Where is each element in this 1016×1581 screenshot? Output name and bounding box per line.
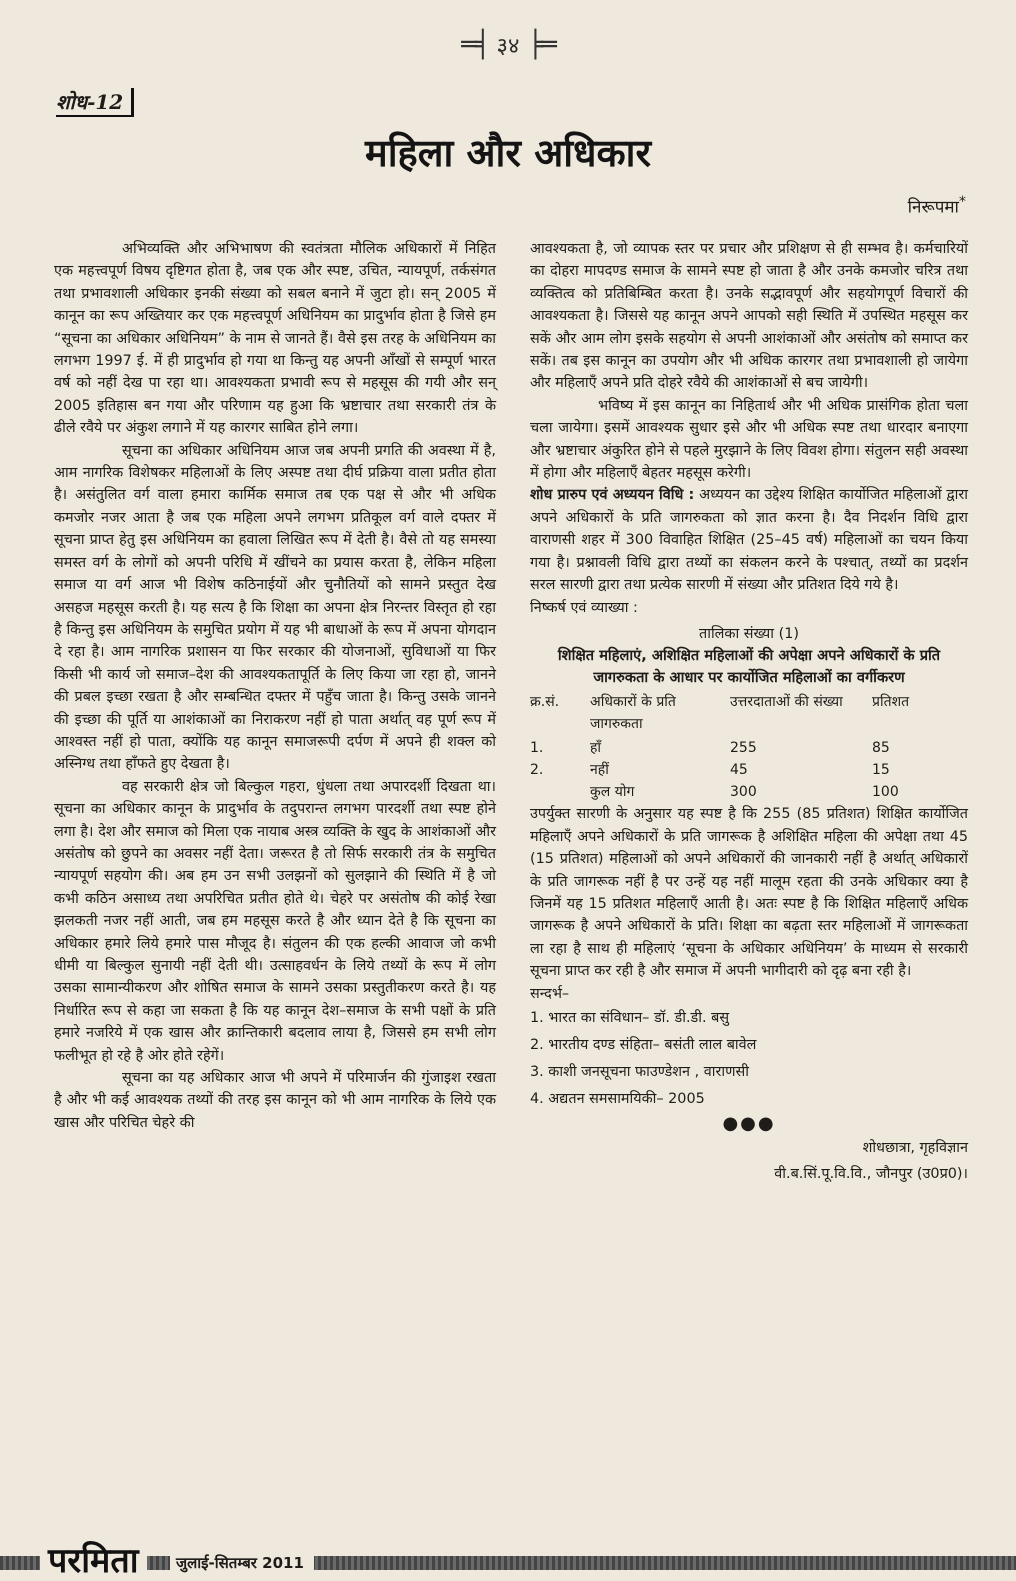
header-cell: प्रतिशत bbox=[872, 694, 910, 711]
reference-item: 1. भारत का संविधान– डॉ. डी.डी. बसु bbox=[530, 1009, 730, 1026]
author-name: निरूपमा* bbox=[907, 194, 966, 218]
header-cell: अधिकारों के प्रति जागरुकता bbox=[590, 694, 676, 733]
affiliation-line: वी.ब.सिं.पू.वि.वि., जौनपुर (उ0प्र0)। bbox=[774, 1165, 968, 1182]
issue-date: जुलाई-सितम्बर 2011 bbox=[170, 1550, 314, 1576]
page-number-header bbox=[0, 30, 1016, 60]
data-table bbox=[530, 691, 968, 803]
references-heading: सन्दर्भ– bbox=[530, 985, 570, 1002]
footer-stripe bbox=[0, 1556, 1016, 1570]
table-row bbox=[530, 759, 968, 781]
table-cell: 45 bbox=[730, 762, 748, 779]
table-cell: 85 bbox=[872, 740, 890, 757]
table-cell: 15 bbox=[872, 762, 890, 779]
page-footer bbox=[0, 1541, 1016, 1581]
reference-item: 2. भारतीय दण्ड संहिता– बसंती लाल बावेल bbox=[530, 1036, 757, 1053]
table-row bbox=[530, 781, 968, 803]
left-column bbox=[54, 238, 496, 1134]
right-ornament-icon: ╞═ bbox=[527, 30, 555, 60]
table-title: शिक्षित महिलाएं, अशिक्षित महिलाओं की अपेक्षा अपने अधिकारों के प्रति जागरुकता के आधार पर कार्योजित महिलाओं का वर्गीकरण bbox=[557, 647, 941, 687]
table-cell: हाँ bbox=[590, 740, 602, 757]
series-label: शोध-12 bbox=[56, 88, 134, 117]
method-paragraph bbox=[530, 484, 968, 596]
paragraph: आवश्यकता है, जो व्यापक स्तर पर प्रचार और प्रशिक्षण से ही सम्भव है। कर्मचारियों का दोहरा मापदण्ड समाज के सामने स्पष्ट हो जाता है और उनके कमजोर चरित्र तथा व्यक्तित्व को प्रतिबिम्बित करता है। उनके सद्भावपूर्ण और सहयोगपूर्ण विचारों की आवश्यकता है। जिससे यह कानून अपने आपको सही स्थिति में उपस्थित महसूस कर सकें और आम लोग इसके सहयोग से अपनी आशंकाओं और असंतोष को समाप्त कर सकें। तब इस कानून का उपयोग और भी अधिक कारगर तथा प्रभावशाली हो जायेगा और महिलाएँ अपने प्रति दोहरे रवैये की आशंकाओं से बच जायेगी। bbox=[530, 241, 968, 392]
page-number: ३४ bbox=[496, 34, 520, 59]
left-ornament-icon: ═╡ bbox=[461, 30, 489, 60]
table-cell: 100 bbox=[872, 784, 899, 801]
table-header-row bbox=[530, 691, 968, 737]
table-cell: 255 bbox=[730, 740, 757, 757]
method-heading: शोध प्रारुप एवं अध्ययन विधि : bbox=[530, 487, 695, 504]
paragraph: अभिव्यक्ति और अभिभाषण की स्वतंत्रता मौलिक अधिकारों में निहित एक महत्त्वपूर्ण विषय दृष्टिगत होता है, जब एक और स्पष्ट, उचित, न्यायपूर्ण, तर्कसंगत तथा प्रभावशाली अधिकार इनकी संख्या को सबल बनाने में जुटा हो। सन् 2005 में कानून का रूप अख्तियार कर एक महत्त्वपूर्ण अधिनियम का प्रादुर्भाव होता है जिसे हम “सूचना का अधिकार अधिनियम” के नाम से जानते हैं। वैसे इस तरह के अधिनियम का लगभग 1997 ई. में ही प्रादुर्भाव हो गया था किन्तु यह अपनी आँखों से सम्पूर्ण भारत वर्ष को नहीं देख पा रहा था। आवश्यकता प्रभावी रूप से महसूस की गयी और सन् 2005 इतिहास बन गया और परिणाम यह हुआ कि भ्रष्टाचार तथा सरकारी तंत्र के ढीले रवैये पर अंकुश लगाने में यह कारगर साबित होने लगा। bbox=[54, 241, 496, 437]
paragraph: उपर्युक्त सारणी के अनुसार यह स्पष्ट है कि 255 (85 प्रतिशत) शिक्षित कार्योजित महिलाएँ अपने अधिकारों के प्रति जागरूक है अशिक्षित महिला की अपेक्षा तथा 45 (15 प्रतिशत) महिलाओं को अपने अधिकारों की जानकारी नहीं है अर्थात् अधिकारों के प्रति जागरूक नहीं है पर उन्हें यह नहीं मालूम रहता की उनके अधिकार क्या है जिनमें यह 15 प्रतिशत महिलाएँ आती है। अतः स्पष्ट है कि शिक्षित महिलाएँ अधिक जागरूक है अपने अधिकारों के प्रति। शिक्षा का बढ़ता स्तर महिलाओं में जागरूकता ला रहा है साथ ही महिलाएं ‘सूचना के अधिकार अधिनियम’ के माध्यम से सरकारी सूचना प्राप्त कर रही है और समाज में अपनी भागीदारी को दृढ़ बना रही है। bbox=[530, 806, 968, 980]
paragraph: वह सरकारी क्षेत्र जो बिल्कुल गहरा, धुंधला तथा अपारदर्शी दिखता था। सूचना का अधिकार कानून के प्रादुर्भाव के तदुपरान्त लगभग पारदर्शी तथा स्पष्ट होने लगा है। देश और समाज को मिला एक नायाब अस्त्र व्यक्ति के खुद के आशंकाओं और असंतोष को छुपने का अवसर नहीं देता। जरूरत है तो सिर्फ सरकारी तंत्र के समुचित न्यायपूर्ण सहयोग की। अब हम उन सभी उलझनों को सुलझाने की स्थिति में है जो कभी कठिन असाध्य तथा अपरिचित प्रतीत होते थे। चेहरे पर असंतोष की कोई रेखा झलकती नजर नहीं आती, जब हम महसूस करते है और ध्यान देते है कि सूचना का अधिकार हमारे लिये हमारे पास मौजूद है। संतुलन की एक हल्की आवाज जो कभी धीमी या बिल्कुल सुनायी नहीं देती थी। उत्साहवर्धन के लिये तथ्यों के रूप में लोग उसका सामान्यीकरण और शोषित समाज के सामने उसका प्रस्तुतीकरण करते है। यह निर्धारित रूप से कहा जा सकता है कि यह कानून देश–समाज के सभी पक्षों के प्रति हमारे नजरिये में एक खास और क्रान्तिकारी बदलाव लाया है, जिससे हम सभी लोग फलीभूत हो रहे है ओर होते रहेगें। bbox=[54, 778, 496, 1064]
table-cell: 2. bbox=[530, 762, 544, 779]
paragraph: भविष्य में इस कानून का निहितार्थ और भी अधिक प्रासंगिक होता चला चला जायेगा। इसमें आवश्यक सुधार इसे और भी अधिक स्पष्ट तथा धारदार बनाएगा और भ्रष्टाचार अंकुरित होने से पहले मुरझाने के लिए विवश होगा। संतुलन सही अवस्था में होगा और महिलाएँ बेहतर महसूस करेगी। bbox=[530, 397, 968, 482]
journal-name: परमिता bbox=[40, 1542, 147, 1580]
table-cell: नहीं bbox=[590, 762, 609, 779]
table-cell bbox=[530, 781, 590, 803]
table-cell: कुल योग bbox=[590, 784, 635, 801]
reference-item: 4. अद्यतन समसामयिकी– 2005 bbox=[530, 1090, 705, 1107]
right-column bbox=[530, 238, 968, 1187]
article-title: महिला और अधिकार bbox=[364, 130, 652, 175]
findings-heading: निष्कर्ष एवं व्याख्या : bbox=[530, 599, 638, 616]
method-text: अध्ययन का उद्देश्य शिक्षित कार्योजित महिलाओं द्वारा अपने अधिकारों के प्रति जागरुकता को ज्ञात करना है। दैव निदर्शन विधि द्वारा वाराणसी शहर में 300 विवाहित शिक्षित (25–45 वर्ष) महिलाओं का चयन किया गया है। प्रश्नावली विधि द्वारा तथ्यों का संकलन करने के पश्चात्, तथ्यों का प्रदर्शन सरल सारणी द्वारा तथा प्रत्येक सारणी में संख्या और प्रतिशत दिये गये है। bbox=[530, 487, 969, 594]
table-row bbox=[530, 737, 968, 759]
header-cell: क्र.सं. bbox=[530, 694, 560, 711]
header-cell: उत्तरदाताओं की संख्या bbox=[730, 694, 843, 711]
references-list bbox=[530, 1005, 968, 1113]
reference-item: 3. काशी जनसूचना फाउण्डेशन , वाराणसी bbox=[530, 1063, 749, 1080]
affiliation-line: शोधछात्रा, गृहविज्ञान bbox=[862, 1139, 968, 1156]
table-cell: 300 bbox=[730, 784, 757, 801]
paragraph: सूचना का अधिकार अधिनियम आज जब अपनी प्रगति की अवस्था में है, आम नागरिक विशेषकर महिलाओं के लिए अस्पष्ट तथा दीर्घ प्रक्रिया वाला प्रतीत होता है। असंतुलित वर्ग वाला हमारा कार्मिक समाज तब एक पक्ष से और भी अधिक कमजोर नजर आता है जब एक महिला अपने लगभग प्रतिकूल वर्ग वाले दफ्तर में सूचना प्राप्त हेतु इस अधिनियम का हवाला लिखित रूप में देती है। वैसे तो यह समस्या समस्त वर्ग के लोगों को अपनी परिधि में खींचने का प्रयास करता है, लेकिन महिला समाज या वर्ग आज भी विशेष कठिनाईयों और चुनौतियों को सामने प्रस्तुत देख असहज महसूस करती है। यह सत्य है कि शिक्षा का अपना क्षेत्र निरन्तर विस्तृत हो रहा है किन्तु इस अधिनियम के समुचित प्रयोग में यह भी बाधाओं के रूप में अपना योगदान दे रहा है। आम नागरिक प्रशासन या फिर सरकार की योजनाओं, सुविधाओं या फिर किसी भी कार्य जो समाज–देश की आवश्यकतापूर्ति के लिए किया जा रहा हो, जानने की प्रबल इच्छा रखता है और सम्बन्धित दफ्तर में पहुँच जाता है। किन्तु उसके जानने की इच्छा की पूर्ति या आशंकाओं का निराकरण नहीं हो पाता अर्थात् वह पूर्ण रूप में आश्वस्त नहीं हो पाता, क्योंकि यह कानून समाजरूपी दर्पण में अपने ही शक्ल को अस्निग्ध तथा हाँफते हुए देखता है। bbox=[54, 442, 496, 773]
table-caption: तालिका संख्या (1) bbox=[699, 625, 799, 642]
paragraph: सूचना का यह अधिकार आज भी अपने में परिमार्जन की गुंजाइश रखता है और भी कई आवश्यक तथ्यों की तरह इस कानून को भी आम नागरिक के लिये एक खास और परिचित चेहरे की bbox=[54, 1070, 496, 1131]
section-separator: ●●● bbox=[722, 1112, 776, 1134]
table-cell: 1. bbox=[530, 740, 544, 757]
